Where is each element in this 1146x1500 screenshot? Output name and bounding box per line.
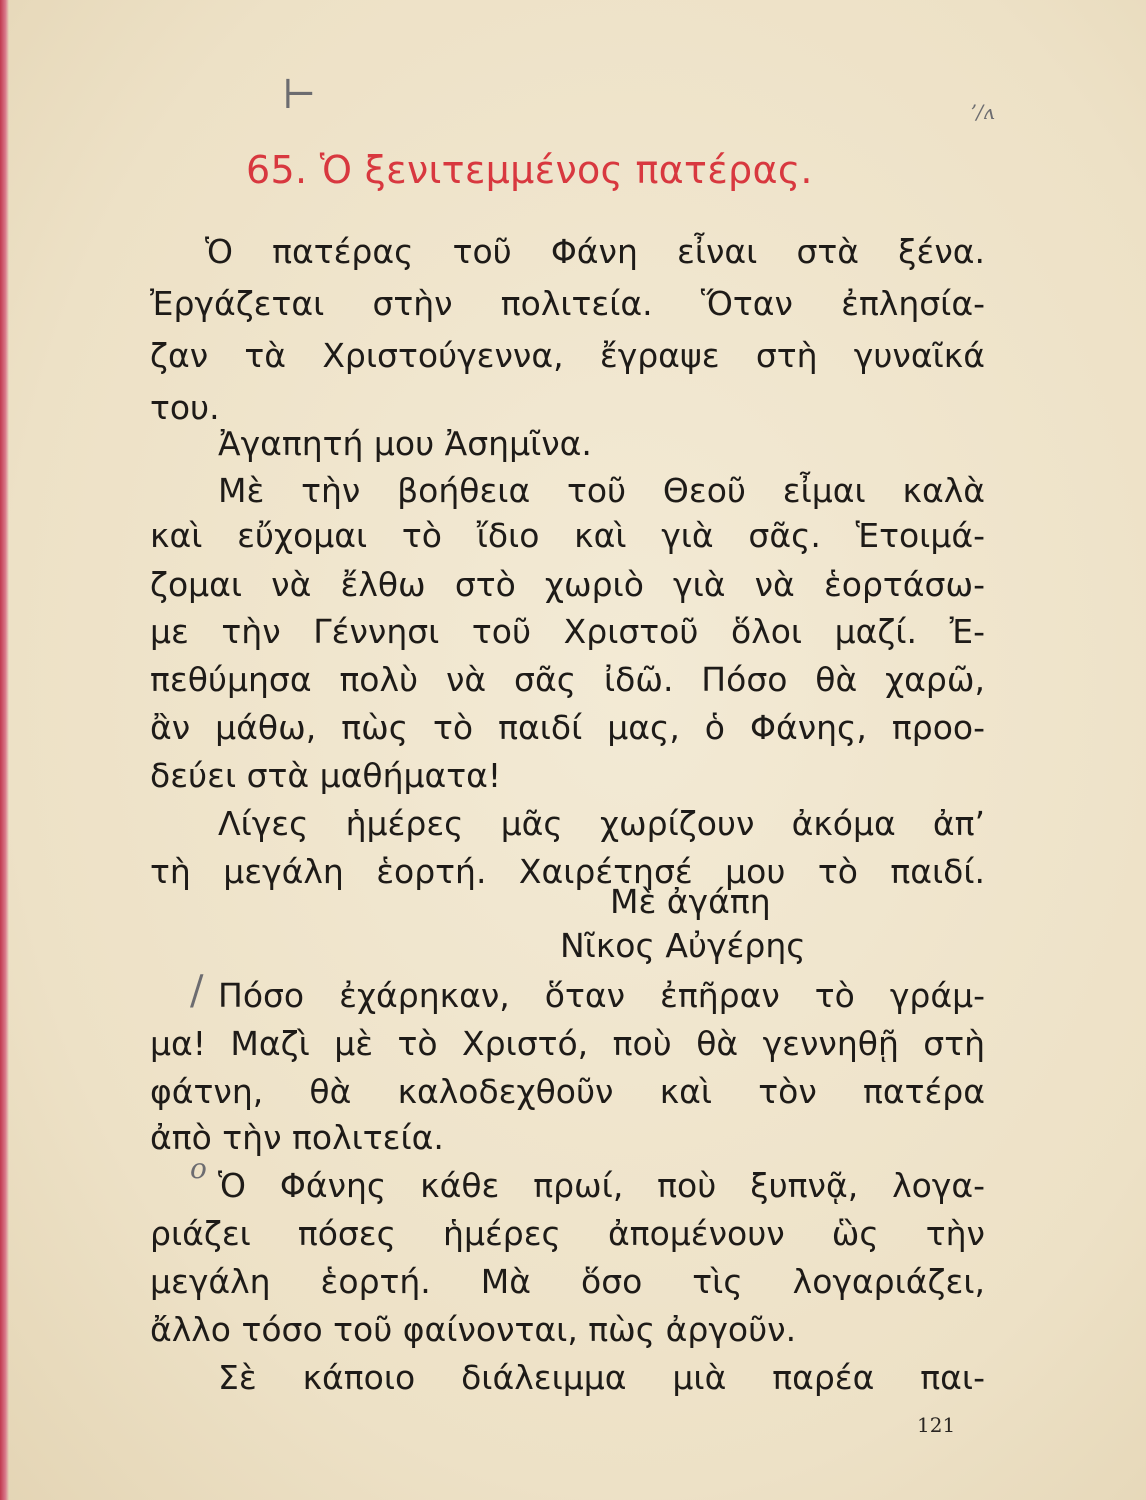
text-line: Ὁ πατέρας τοῦ Φάνη εἶναι στὰ ξένα.	[205, 232, 985, 271]
text-line: ριάζει πόσες ἡμέρες ἀπομένουν ὣς τὴν	[150, 1214, 985, 1253]
text-line: ζομαι νὰ ἔλθω στὸ χωριὸ γιὰ νὰ ἑορτάσω-	[150, 565, 985, 604]
text-line: ζαν τὰ Χριστούγεννα, ἔγραψε στὴ γυναῖκά	[150, 336, 985, 375]
book-spine-edge	[0, 0, 9, 1500]
letter-closing: Μὲ ἀγάπη	[610, 882, 771, 921]
text-line: Μὲ τὴν βοήθεια τοῦ Θεοῦ εἶμαι καλὰ	[218, 471, 985, 510]
page-number: 121	[917, 1413, 956, 1437]
text-line: Ἀγαπητή μου Ἀσημῖνα.	[218, 424, 592, 463]
text-line: ἂν μάθω, πὼς τὸ παιδί μας, ὁ Φάνης, προο-	[150, 708, 985, 747]
pencil-mark-icon: ⊢	[282, 72, 317, 118]
text-line: καὶ εὔχομαι τὸ ἴδιο καὶ γιὰ σᾶς. Ἑτοιμά-	[150, 516, 985, 555]
text-line: πεθύμησα πολὺ νὰ σᾶς ἰδῶ. Πόσο θὰ χαρῶ,	[150, 660, 985, 699]
text-line: Ὁ Φάνης κάθε πρωί, ποὺ ξυπνᾷ, λογα-	[218, 1166, 985, 1205]
pencil-note-icon: ο	[190, 1152, 207, 1185]
text-line: δεύει στὰ μαθήματα!	[150, 756, 502, 795]
text-line: με τὴν Γέννησι τοῦ Χριστοῦ ὅλοι μαζί. Ἐ-	[150, 612, 985, 651]
text-line: φάτνη, θὰ καλοδεχθοῦν καὶ τὸν πατέρα	[150, 1072, 985, 1111]
text-line: Λίγες ἡμέρες μᾶς χωρίζουν ἀκόμα ἀπ’	[218, 804, 985, 843]
text-line: του.	[150, 388, 220, 427]
text-line: Σὲ κάποιο διάλειμμα μιὰ παρέα παι-	[218, 1358, 985, 1397]
page-title: 65. Ὁ ξενιτεμμένος πατέρας.	[246, 148, 813, 192]
text-line: μεγάλη ἑορτή. Μὰ ὅσο τὶς λογαριάζει,	[150, 1262, 985, 1301]
text-line: Πόσο ἐχάρηκαν, ὅταν ἐπῆραν τὸ γράμ-	[218, 976, 985, 1015]
pencil-scribble-icon: ʼ/ʌ	[970, 100, 995, 124]
letter-signature: Νῖκος Αὐγέρης	[560, 926, 806, 965]
text-line: μα! Μαζὶ μὲ τὸ Χριστό, ποὺ θὰ γεννηθῇ στὴ	[150, 1024, 985, 1063]
text-line: ἀπὸ τὴν πολιτεία.	[150, 1118, 444, 1157]
text-line: τὴ μεγάλη ἑορτή. Χαιρέτησέ μου τὸ παιδί.	[150, 852, 985, 891]
text-line: ἄλλο τόσο τοῦ φαίνονται, πὼς ἀργοῦν.	[150, 1310, 797, 1349]
pencil-paragraph-mark-icon: /	[190, 968, 204, 1014]
text-line: Ἐργάζεται στὴν πολιτεία. Ὅταν ἐπλησία-	[150, 284, 985, 323]
